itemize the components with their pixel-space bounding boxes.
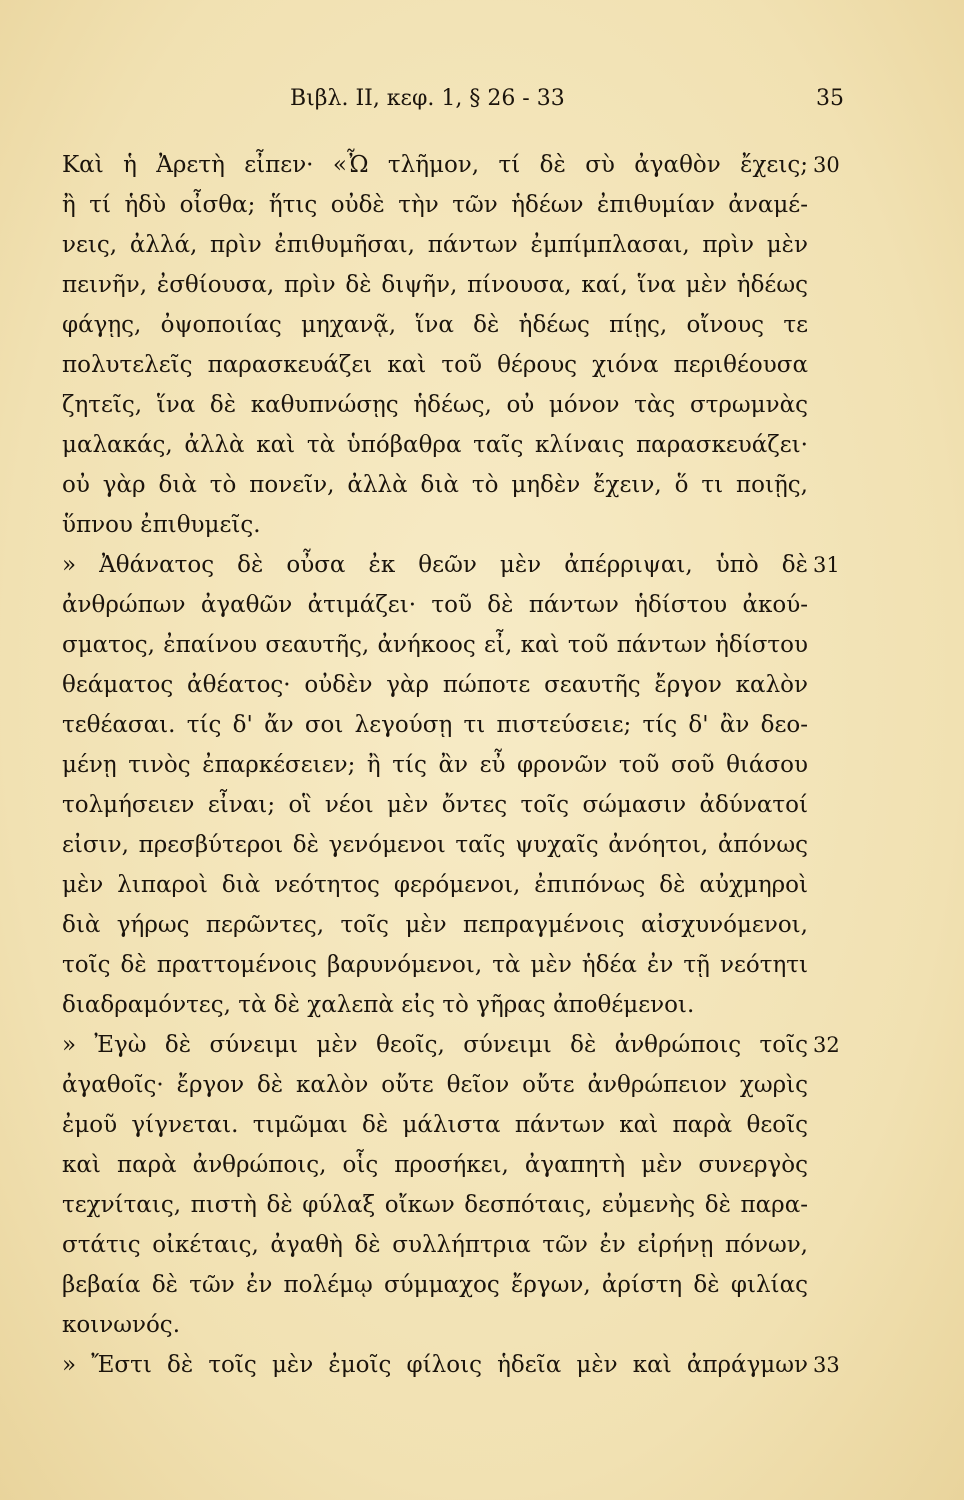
text-line: ἀγαθοῖς· ἔργον δὲ καλὸν οὔτε θεῖον οὔτε ἀνθρώπειον χωρὶς xyxy=(62,1072,808,1098)
text-line: » Ἀθάνατος δὲ οὖσα ἐκ θεῶν μὲν ἀπέρριψαι, ὑπὸ δὲ xyxy=(62,552,808,578)
text-line: στάτις οἰκέταις, ἀγαθὴ δὲ συλλήπτρια τῶν ἐν εἰρήνῃ πόνων, xyxy=(62,1232,808,1258)
text-line: πεινῆν, ἐσθίουσα, πρὶν δὲ διψῆν, πίνουσα, καί, ἵνα μὲν ἡδέως xyxy=(62,272,808,298)
text-line: ἀνθρώπων ἀγαθῶν ἀτιμάζει· τοῦ δὲ πάντων ἡδίστου ἀκού- xyxy=(62,592,808,618)
text-line: διαδραμόντες, τὰ δὲ χαλεπὰ εἰς τὸ γῆρας ἀποθέμενοι. xyxy=(62,992,695,1018)
text-line: τεθέασαι. τίς δ' ἄν σοι λεγούσῃ τι πιστεύσειε; τίς δ' ἂν δεο- xyxy=(62,712,808,738)
section-number: 33 xyxy=(813,1353,840,1377)
text-line: ὕπνου ἐπιθυμεῖς. xyxy=(62,512,261,538)
text-line: σματος, ἐπαίνου σεαυτῆς, ἀνήκοος εἶ, καὶ τοῦ πάντων ἡδίστου xyxy=(62,632,808,658)
running-title: Βιβλ. ΙΙ, κεφ. 1, § 26 - 33 xyxy=(290,86,565,111)
text-line: εἰσιν, πρεσβύτεροι δὲ γενόμενοι ταῖς ψυχαῖς ἀνόητοι, ἀπόνως xyxy=(62,832,808,858)
text-line: φάγῃς, ὀψοποιίας μηχανᾷ, ἵνα δὲ ἡδέως πίῃς, οἴνους τε xyxy=(62,312,808,338)
text-line: ζητεῖς, ἵνα δὲ καθυπνώσῃς ἡδέως, οὐ μόνον τὰς στρωμνὰς xyxy=(62,392,808,418)
section-number: 30 xyxy=(813,153,840,177)
page-number: 35 xyxy=(816,86,844,111)
text-line: καὶ παρὰ ἀνθρώποις, οἷς προσήκει, ἀγαπητὴ μὲν συνεργὸς xyxy=(62,1152,808,1178)
text-line: ἢ τί ἡδὺ οἶσθα; ἥτις οὐδὲ τὴν τῶν ἡδέων ἐπιθυμίαν ἀναμέ- xyxy=(62,192,808,218)
text-line: θεάματος ἀθέατος· οὐδὲν γὰρ πώποτε σεαυτῆς ἔργον καλὸν xyxy=(62,672,808,698)
text-line: Καὶ ἡ Ἀρετὴ εἶπεν· «Ὦ τλῆμον, τί δὲ σὺ ἀγαθὸν ἔχεις; xyxy=(62,152,808,178)
text-line: οὐ γὰρ διὰ τὸ πονεῖν, ἀλλὰ διὰ τὸ μηδὲν ἔχειν, ὅ τι ποιῇς, xyxy=(62,472,808,498)
text-line: κοινωνός. xyxy=(62,1312,180,1338)
text-line: διὰ γήρως περῶντες, τοῖς μὲν πεπραγμένοις αἰσχυνόμενοι, xyxy=(62,912,808,938)
text-line: ἐμοῦ γίγνεται. τιμῶμαι δὲ μάλιστα πάντων καὶ παρὰ θεοῖς xyxy=(62,1112,808,1138)
text-line: μὲν λιπαροὶ διὰ νεότητος φερόμενοι, ἐπιπόνως δὲ αὐχμηροὶ xyxy=(62,872,808,898)
text-line: μαλακάς, ἀλλὰ καὶ τὰ ὑπόβαθρα ταῖς κλίναις παρασκευάζει· xyxy=(62,432,808,458)
text-line: τοῖς δὲ πραττομένοις βαρυνόμενοι, τὰ μὲν ἡδέα ἐν τῇ νεότητι xyxy=(62,952,808,978)
running-header xyxy=(290,86,844,116)
text-line: νεις, ἀλλά, πρὶν ἐπιθυμῆσαι, πάντων ἐμπίμπλασαι, πρὶν μὲν xyxy=(62,232,808,258)
text-line: » Ἐγὼ δὲ σύνειμι μὲν θεοῖς, σύνειμι δὲ ἀνθρώποις τοῖς xyxy=(62,1032,808,1058)
section-number: 31 xyxy=(813,553,840,577)
text-line: τολμήσειεν εἶναι; οἳ νέοι μὲν ὄντες τοῖς σώμασιν ἀδύνατοί xyxy=(62,792,808,818)
text-line: βεβαία δὲ τῶν ἐν πολέμῳ σύμμαχος ἔργων, ἀρίστη δὲ φιλίας xyxy=(62,1272,808,1298)
text-line: » Ἔστι δὲ τοῖς μὲν ἐμοῖς φίλοις ἡδεῖα μὲν καὶ ἀπράγμων xyxy=(62,1352,808,1378)
section-number: 32 xyxy=(813,1033,840,1057)
text-line: πολυτελεῖς παρασκευάζει καὶ τοῦ θέρους χιόνα περιθέουσα xyxy=(62,352,808,378)
text-line: τεχνίταις, πιστὴ δὲ φύλαξ οἴκων δεσπόταις, εὐμενὴς δὲ παρα- xyxy=(62,1192,808,1218)
text-line: μένῃ τινὸς ἐπαρκέσειεν; ἢ τίς ἂν εὖ φρονῶν τοῦ σοῦ θιάσου xyxy=(62,752,808,778)
